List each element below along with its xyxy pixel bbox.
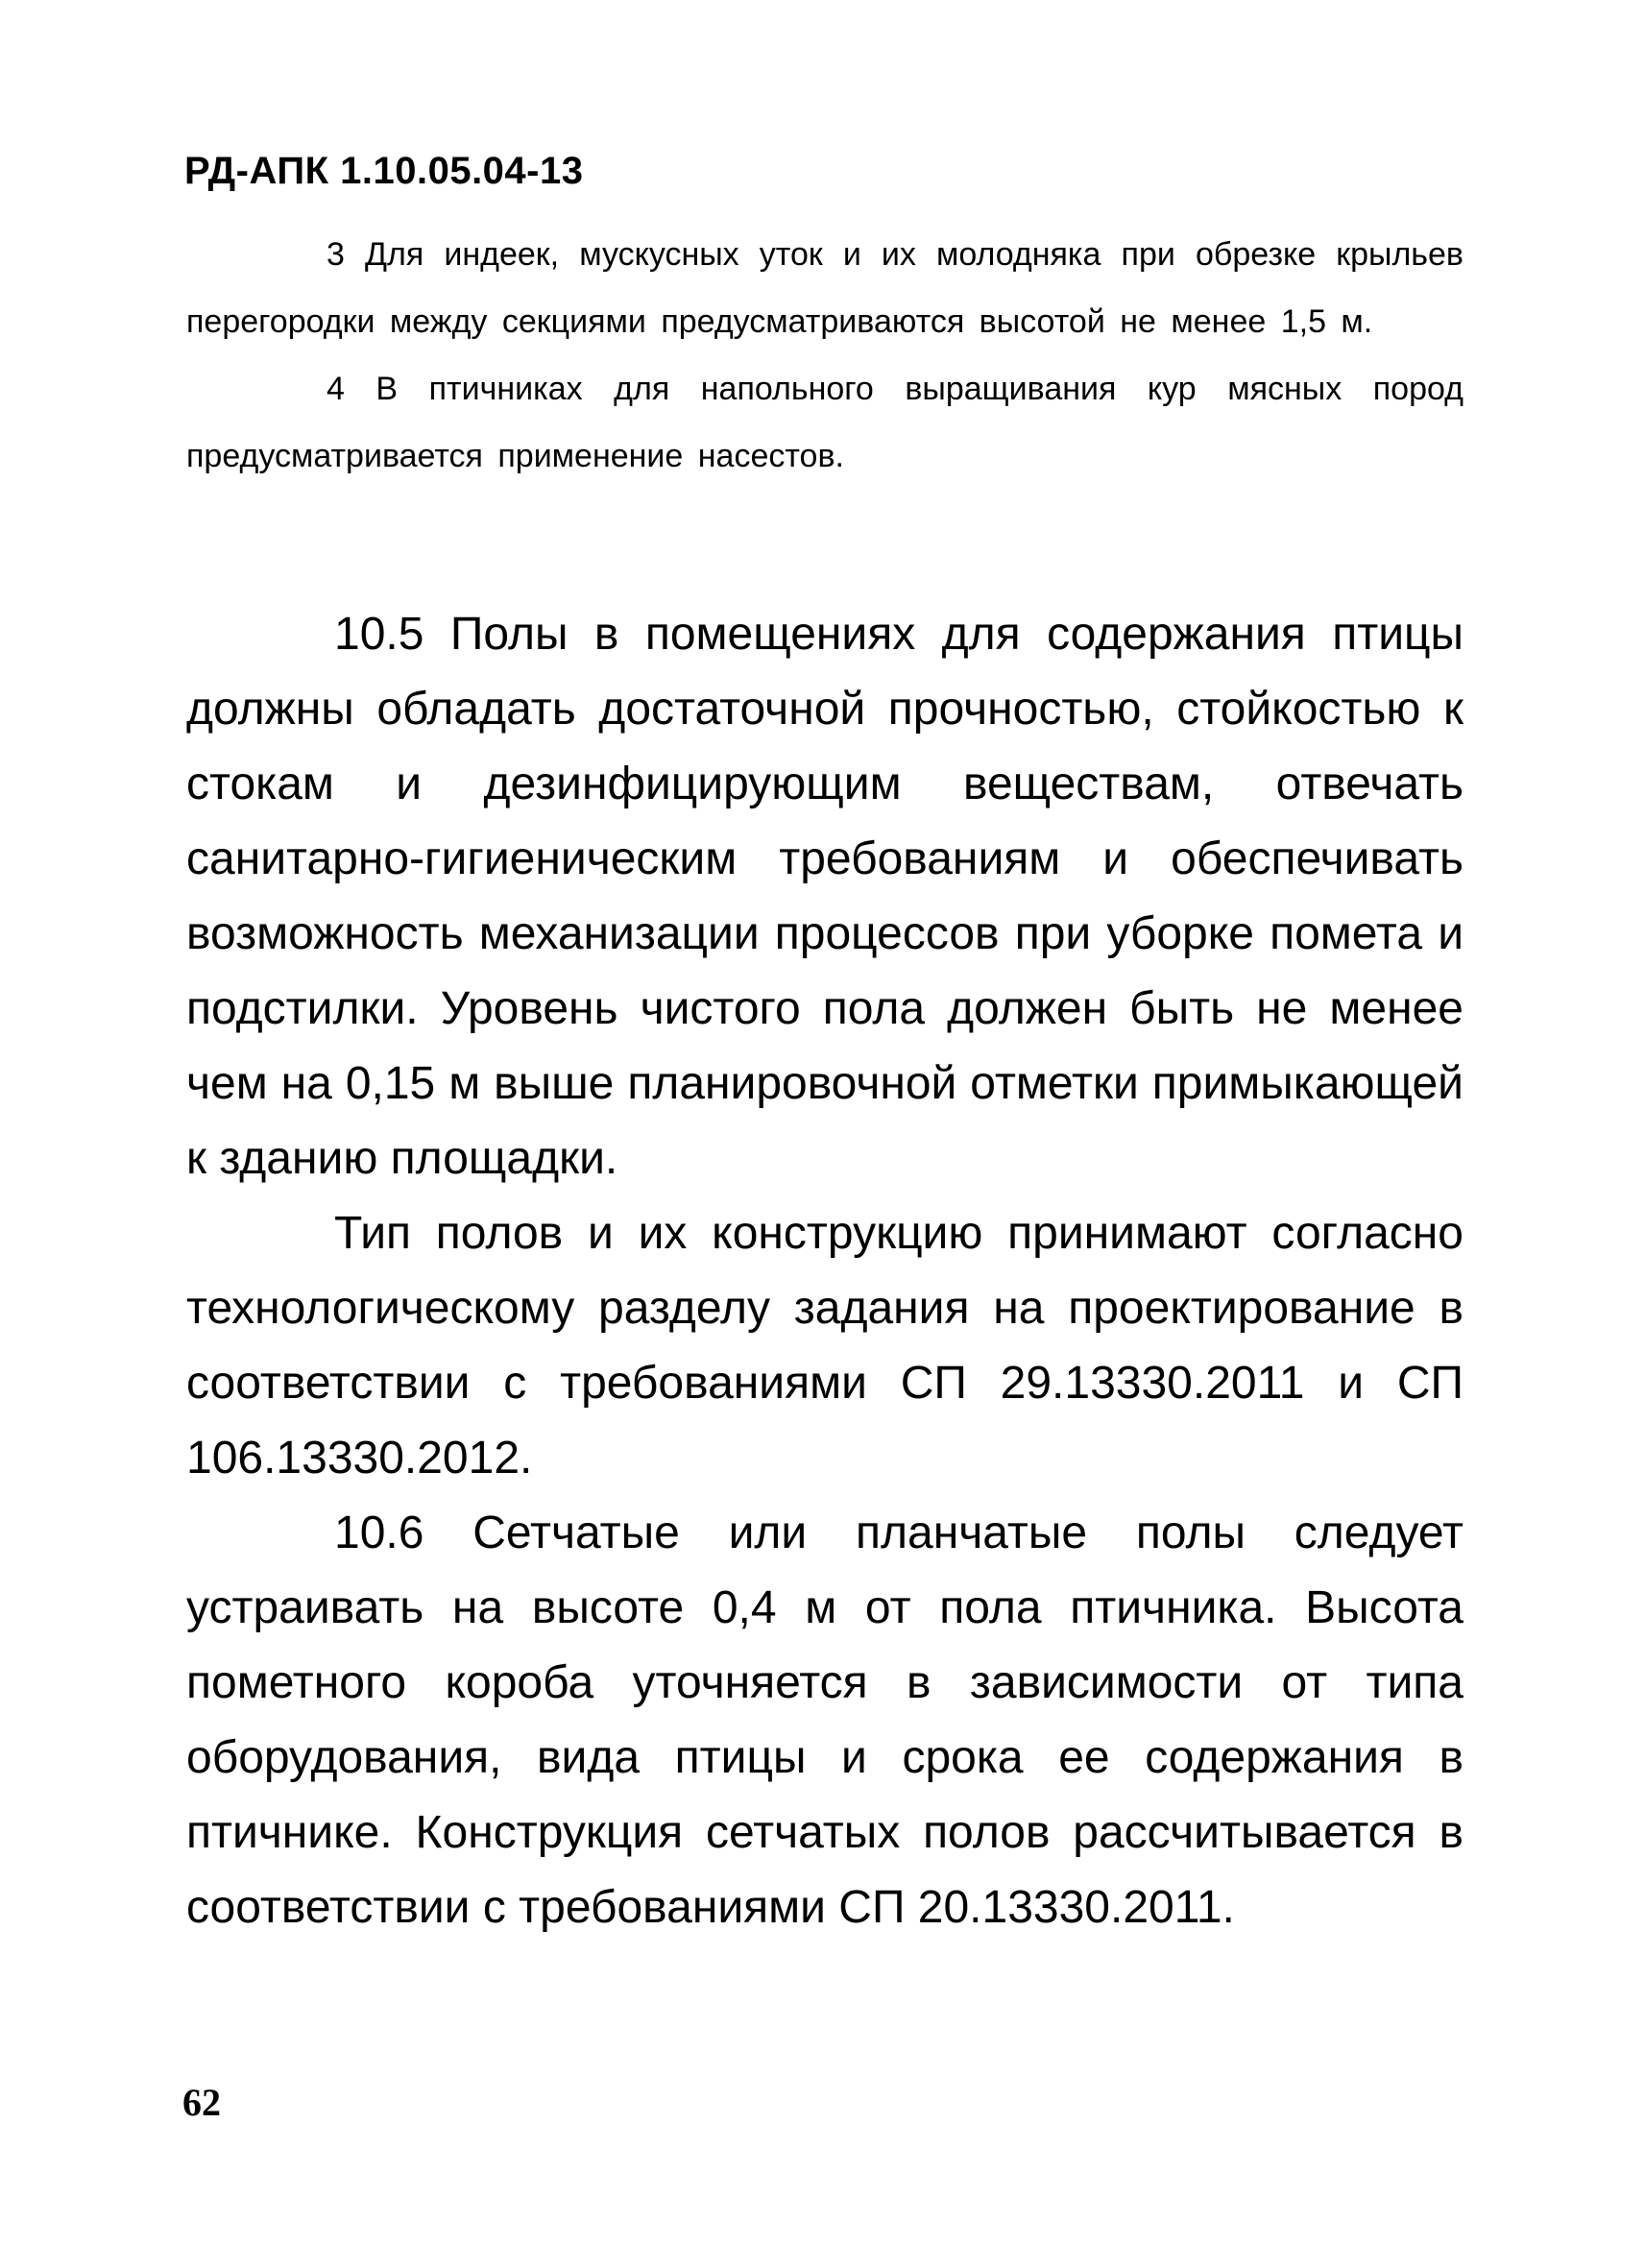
note-paragraph: 4 В птичниках для напольного выращивания кур мясных пород предусматривается применение насестов. (186, 371, 1464, 474)
section-10-6-paragraph: 10.6 Сетчатые или планчатые полы следует устраивать на высоте 0,4 м от пола птичника. Высота пометного короба уточняется в зависимости от типа оборудования, вида птицы и срока ее содержания в птичнике. Конструкция сетчатых полов рассчитывается в соответствии с требованиями СП 20.13330.2011. (186, 1508, 1464, 1933)
document-code-header: РД-АПК 1.10.05.04-13 (184, 150, 584, 192)
section-10-5-paragraph: 10.5 Полы в помещениях для содержания птицы должны обладать достаточной прочностью, стойкостью к стокам и дезинфицирующим веществам, отвечать санитарно-гигиеническим требованиям и обеспечивать возможность механизации процессов при уборке помета и подстилки. Уровень чистого пола должен быть не менее чем на 0,15 м выше планировочной отметки примыкающей к зданию площадки. (186, 609, 1464, 1184)
floor-types-paragraph: Тип полов и их конструкцию принимают согласно технологическому разделу задания на проектирование в соответствии с требованиями СП 29.13330.2011 и СП 106.13330.2012. (186, 1208, 1464, 1484)
note-paragraph: 3 Для индеек, мускусных уток и их молодняка при обрезке крыльев перегородки между секциями предусматриваются высотой не менее 1,5 м. (186, 236, 1464, 340)
page-number: 62 (182, 2081, 221, 2124)
notes-section (186, 221, 1464, 490)
main-text-section (186, 597, 1464, 1945)
